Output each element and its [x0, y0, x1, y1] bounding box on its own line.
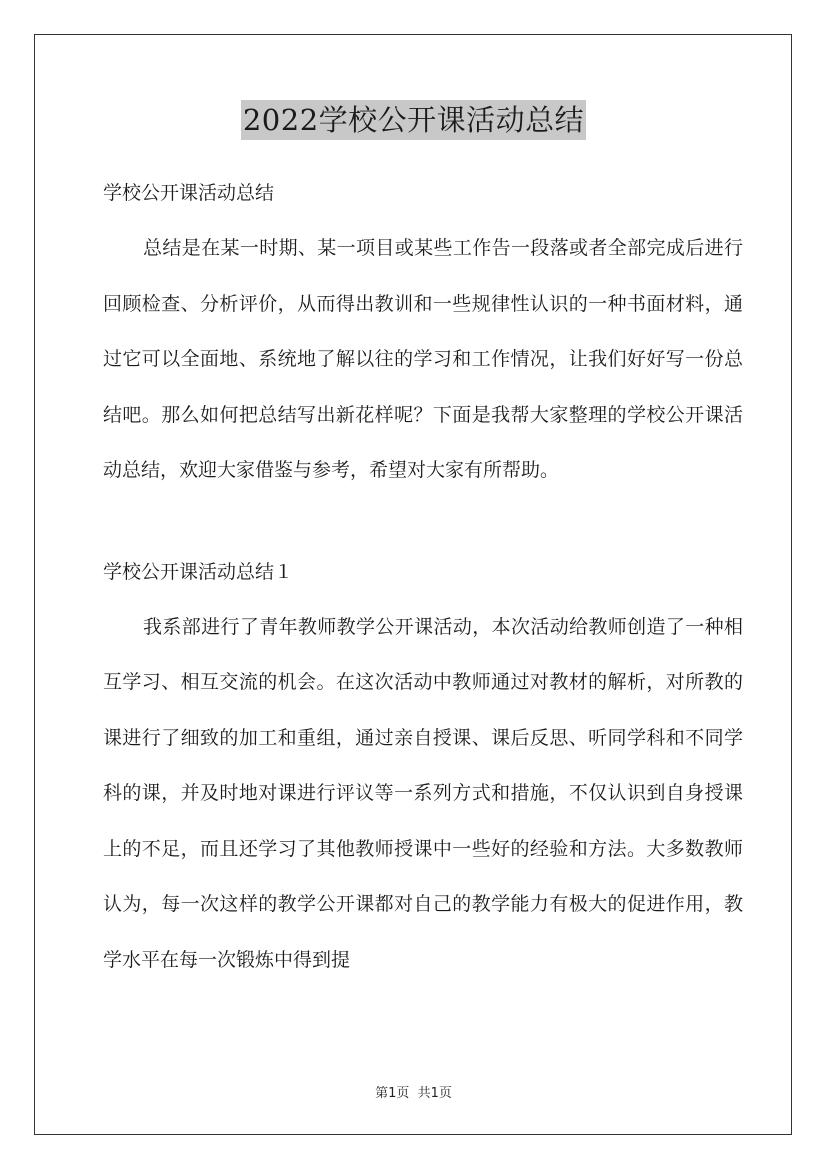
footer-gap — [409, 1086, 417, 1101]
document-body — [103, 168, 743, 988]
page-number: 第1页 — [375, 1086, 410, 1101]
intro-paragraph: 总结是在某一时期、某一项目或某些工作告一段落或者全部完成后进行回顾检查、分析评价，从而得出教训和一些规律性认识的一种书面材料，通过它可以全面地、系统地了解以往的学习和工作情况，让我们好好写一份总结吧。那么如何把总结写出新花样呢？下面是我帮大家整理的学校公开课活动总结，欢迎大家借鉴与参考，希望对大家有所帮助。 — [103, 237, 743, 481]
page-footer — [0, 1082, 827, 1101]
intro-heading: 学校公开课活动总结 — [103, 182, 275, 204]
section1-heading: 学校公开课活动总结１ — [103, 560, 294, 583]
title-container — [0, 100, 827, 140]
section1-paragraph: 我系部进行了青年教师教学公开课活动，本次活动给教师创造了一种相互学习、相互交流的机会。在这次活动中教师通过对教材的解析，对所教的课进行了细致的加工和重组，通过亲自授课、课后反思、听同学科和不同学科的课，并及时地对课进行评议等一系列方式和措施，不仅认识到自身授课上的不足，而且还学习了其他教师授课中一些好的经验和方法。大多数教师认为，每一次这样的教学公开课都对自己的教学能力有极大的促进作用，教学水平在每一次锻炼中得到提 — [103, 615, 743, 971]
document-title: 2022学校公开课活动总结 — [241, 100, 586, 140]
section-spacer — [103, 499, 743, 547]
page-total: 共1页 — [417, 1086, 452, 1101]
